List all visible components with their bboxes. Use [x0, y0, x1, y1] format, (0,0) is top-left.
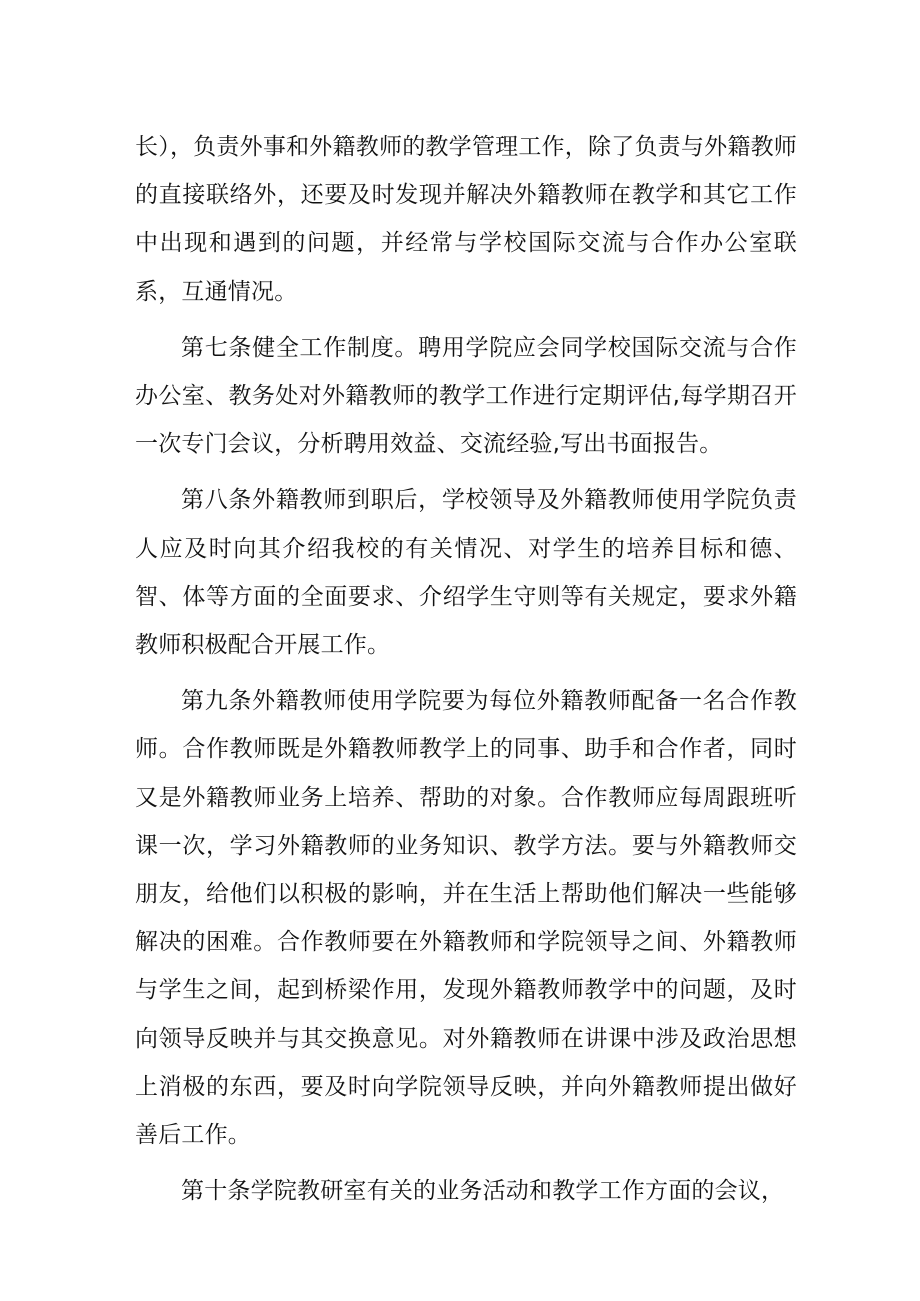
document-body [135, 123, 797, 1215]
paragraph-article-9: 第九条外籍教师使用学院要为每位外籍教师配备一名合作教师。合作教师既是外籍教师教学上的同事、助手和合作者，同时又是外籍教师业务上培养、帮助的对象。合作教师应每周跟班听课一次，学习外籍教师的业务知识、教学方法。要与外籍教师交朋友，给他们以积极的影响，并在生活上帮助他们解决一些能够解决的困难。合作教师要在外籍教师和学院领导之间、外籍教师与学生之间，起到桥梁作用，发现外籍教师教学中的问题，及时向领导反映并与其交换意见。对外籍教师在讲课中涉及政治思想上消极的东西，要及时向学院领导反映，并向外籍教师提出做好善后工作。 [135, 688, 797, 1149]
paragraph-article-8: 第八条外籍教师到职后，学校领导及外籍教师使用学院负责人应及时向其介绍我校的有关情况、对学生的培养目标和德、智、体等方面的全面要求、介绍学生守则等有关规定，要求外籍教师积极配合开展工作。 [135, 487, 797, 659]
paragraph-article-7: 第七条健全工作制度。聘用学院应会同学校国际交流与合作办公室、教务处对外籍教师的教学工作进行定期评估,每学期召开一次专门会议，分析聘用效益、交流经验,写出书面报告。 [135, 334, 797, 458]
paragraph-continued: 长），负责外事和外籍教师的教学管理工作，除了负责与外籍教师的直接联络外，还要及时发现并解决外籍教师在教学和其它工作中出现和遇到的问题，并经常与学校国际交流与合作办公室联系，互通情况。 [135, 134, 797, 305]
paragraph-article-10: 第十条学院教研室有关的业务活动和教学工作方面的会议， [181, 1178, 785, 1205]
